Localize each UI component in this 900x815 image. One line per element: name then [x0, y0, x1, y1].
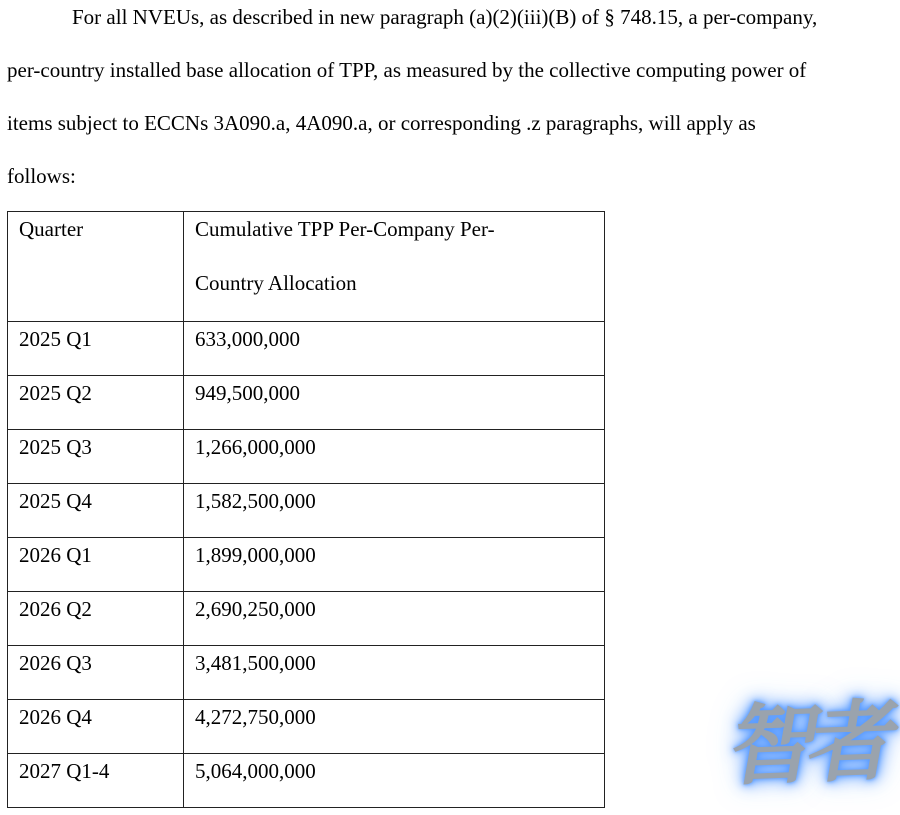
table-row [8, 700, 605, 754]
allocation-cell: 1,266,000,000 [184, 430, 605, 484]
allocation-cell: 1,899,000,000 [184, 538, 605, 592]
allocation-cell: 949,500,000 [184, 376, 605, 430]
quarter-cell: 2026 Q1 [8, 538, 184, 592]
table-row [8, 430, 605, 484]
allocation-cell: 5,064,000,000 [184, 754, 605, 808]
allocation-table [7, 211, 605, 808]
table-row [8, 754, 605, 808]
quarter-cell: 2025 Q4 [8, 484, 184, 538]
allocation-cell: 4,272,750,000 [184, 700, 605, 754]
table-row [8, 592, 605, 646]
allocation-cell: 633,000,000 [184, 322, 605, 376]
col-header-allocation-line2: Country Allocation [195, 271, 357, 295]
watermark-text: 智者 [722, 689, 898, 798]
table-row [8, 538, 605, 592]
quarter-cell: 2027 Q1-4 [8, 754, 184, 808]
quarter-cell: 2025 Q2 [8, 376, 184, 430]
table-header-row [8, 212, 605, 322]
paragraph-line-3: items subject to ECCNs 3A090.a, 4A090.a, or corresponding .z paragraphs, will apply as [7, 111, 756, 135]
quarter-cell: 2025 Q3 [8, 430, 184, 484]
paragraph-line-1: For all NVEUs, as described in new paragraph (a)(2)(iii)(B) of § 748.15, a per-company, [72, 5, 818, 29]
paragraph-line-2: per-country installed base allocation of TPP, as measured by the collective computing power of [7, 58, 807, 82]
quarter-cell: 2026 Q2 [8, 592, 184, 646]
quarter-cell: 2026 Q3 [8, 646, 184, 700]
allocation-cell: 3,481,500,000 [184, 646, 605, 700]
table-row [8, 484, 605, 538]
table-row [8, 322, 605, 376]
col-header-allocation-line1: Cumulative TPP Per-Company Per- [195, 217, 495, 241]
table-row [8, 376, 605, 430]
allocation-cell: 1,582,500,000 [184, 484, 605, 538]
paragraph-line-4: follows: [7, 164, 76, 188]
quarter-cell: 2025 Q1 [8, 322, 184, 376]
allocation-cell: 2,690,250,000 [184, 592, 605, 646]
col-header-allocation [184, 212, 605, 322]
quarter-cell: 2026 Q4 [8, 700, 184, 754]
table-row [8, 646, 605, 700]
col-header-quarter: Quarter [8, 212, 184, 322]
